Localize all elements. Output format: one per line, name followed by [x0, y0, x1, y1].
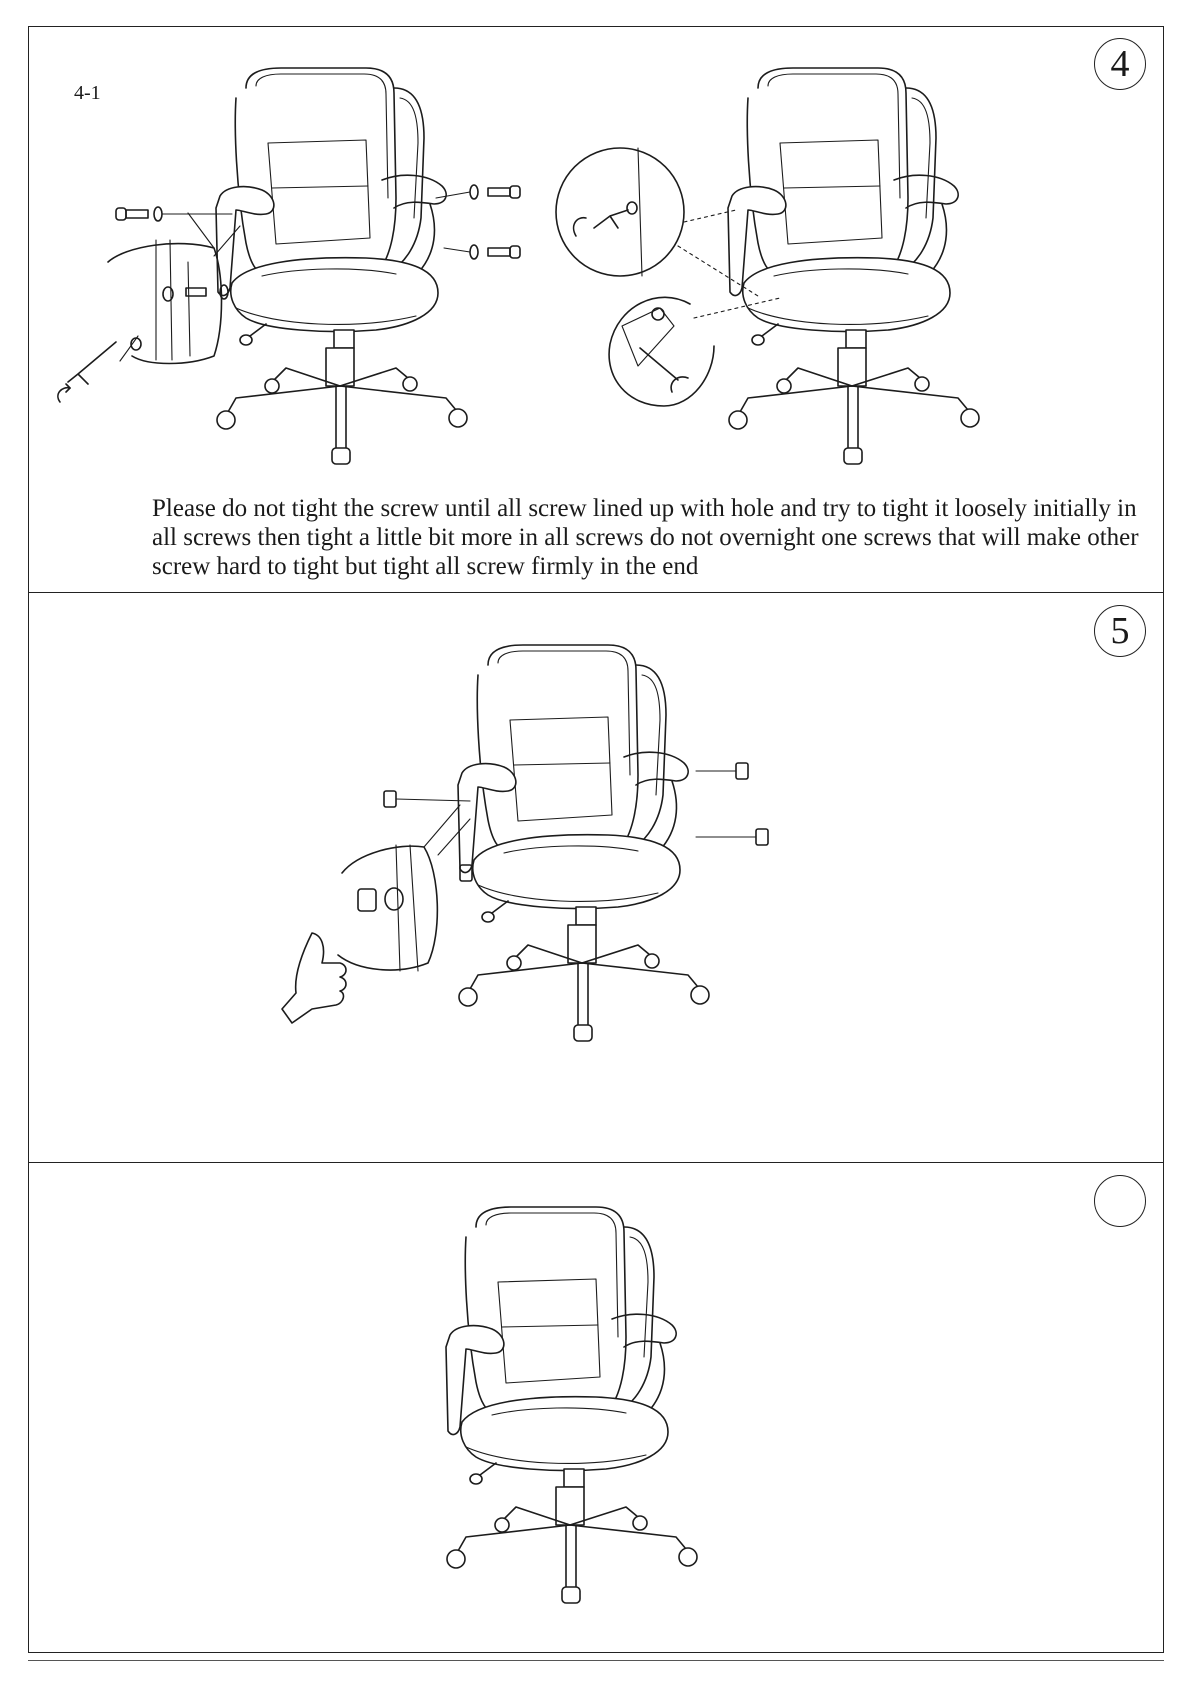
thumb-hand-icon: [282, 933, 346, 1023]
cap-plug-icon: [696, 829, 768, 845]
washer-icon: [154, 207, 162, 221]
allen-key-icon: [58, 342, 116, 402]
step-4-panel: [28, 26, 1164, 593]
office-chair-illustration: [446, 1207, 697, 1603]
page-bottom-rule: [28, 1660, 1164, 1661]
bolt-icon: [444, 245, 520, 259]
office-chair-illustration: [728, 68, 979, 464]
step-number-badge: 5: [1094, 605, 1146, 657]
office-chair-illustration: [216, 68, 467, 464]
magnifier-callout-icon: [338, 805, 470, 971]
step-5-illustration: [28, 593, 1164, 1163]
step-6-illustration: [28, 1163, 1164, 1653]
step-4-illustration: [28, 26, 1164, 496]
cap-plug-icon: [696, 763, 748, 779]
bolt-icon: [116, 207, 232, 221]
office-chair-illustration: [458, 645, 709, 1041]
step-6-panel: [28, 1163, 1164, 1653]
step-number-badge: 4: [1094, 38, 1146, 90]
assembly-instruction-text: Please do not tight the screw until all screw lined up with hole and try to tight it loosely initially in all screws then tight a little bit more in all screws do not overnight one screws that will make other screw hard to tight but tight all screw firmly in the end: [152, 495, 1139, 580]
step-5-panel: [28, 593, 1164, 1163]
sub-step-label: 4-1: [74, 82, 101, 104]
bolt-icon: [436, 185, 520, 199]
cap-plug-icon: [384, 791, 470, 807]
